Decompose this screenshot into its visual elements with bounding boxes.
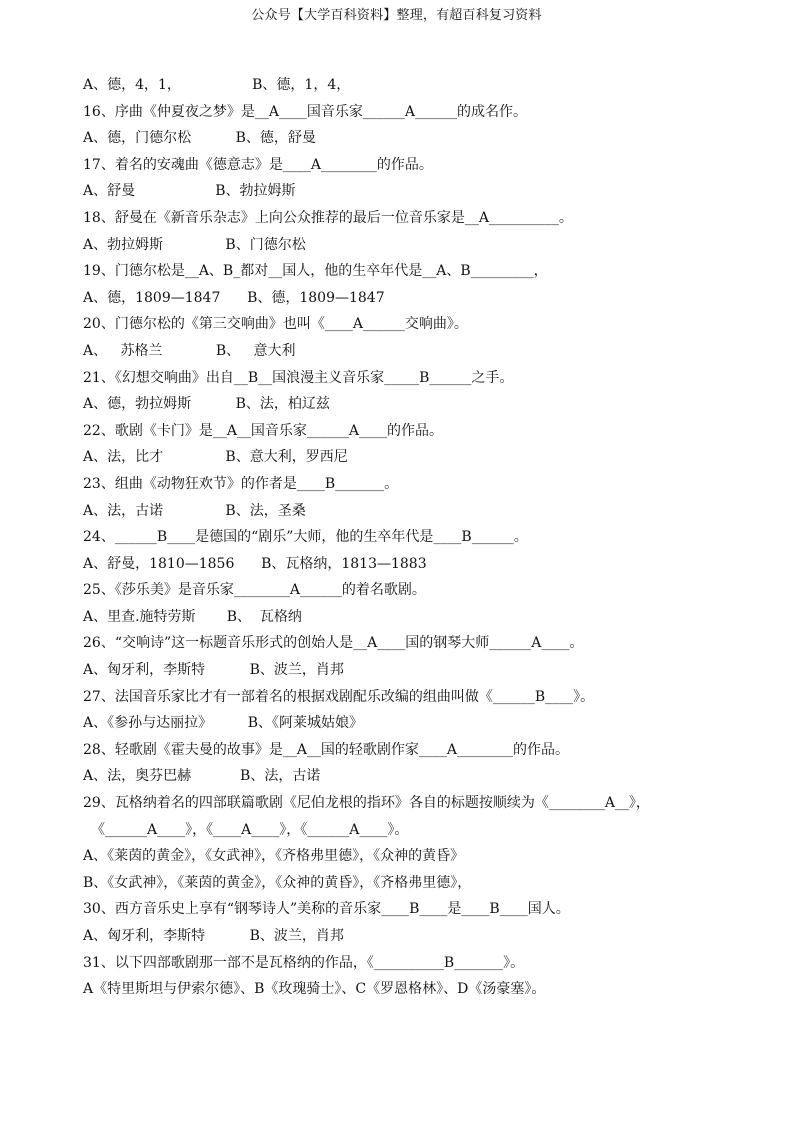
question-30: 30、西方音乐史上享有“钢琴诗人”美称的音乐家____B____是____B____国人。 <box>83 901 570 918</box>
answer-options: A、勃拉姆斯 B、门德尔松 <box>83 236 306 253</box>
question-19: 19、门德尔松是__A、B_都对__国人，他的生卒年代是__A、B_________， <box>83 263 548 280</box>
answer-options: A、法，比才 B、意大利，罗西尼 <box>83 449 348 466</box>
answer-options: A、德，门德尔松 B、德，舒曼 <box>83 130 316 147</box>
answer-options: A、匈牙利，李斯特 B、波兰，肖邦 <box>83 662 344 679</box>
answer-option-a: A、《莱茵的黄金》，《女武神》，《齐格弗里德》，《众神的黄昏》 <box>83 848 465 865</box>
question-21: 21、《幻想交响曲》出自__B__国浪漫主义音乐家_____B______之手。 <box>83 369 514 386</box>
page-header: 公众号【大学百科资料】整理，有超百科复习资料 <box>251 8 542 23</box>
question-list <box>83 72 763 1003</box>
question-29-continued: 《______A____》，《____A____》，《______A____》。 <box>91 821 409 838</box>
answer-option-b: B、《女武神》，《莱茵的黄金》，《众神的黄昏》，《齐格弗里德》， <box>83 874 472 891</box>
question-18: 18、舒曼在《新音乐杂志》上向公众推荐的最后一位音乐家是__A__________。 <box>83 209 573 226</box>
answer-options: A、舒曼，1810—1856 B、瓦格纳，1813—1883 <box>83 555 427 572</box>
question-17: 17、着名的安魂曲《德意志》是____A________的作品。 <box>83 156 433 173</box>
answer-options: A、匈牙利，李斯特 B、波兰，肖邦 <box>83 928 344 944</box>
answer-options: A、德，勃拉姆斯 B、法，柏辽兹 <box>83 396 330 413</box>
question-26: 26、“交响诗”这一标题音乐形式的创始人是__A____国的钢琴大师______A____。 <box>83 635 584 652</box>
question-22: 22、歌剧《卡门》是__A__国音乐家______A____的作品。 <box>83 422 444 439</box>
question-31: 31、以下四部歌剧那一部不是瓦格纳的作品，《__________B_______》。 <box>83 954 525 971</box>
question-16: 16、序曲《仲夏夜之梦》是__A____国音乐家______A______的成名作。 <box>83 103 528 120</box>
answer-options: A、法，古诺 B、法，圣桑 <box>83 502 306 519</box>
answer-options: A《特里斯坦与伊索尔德》、B《玫瑰骑士》、C《罗恩格林》、D《汤豪塞》。 <box>83 981 546 998</box>
answer-options: A、德，1809—1847 B、德，1809—1847 <box>83 289 385 306</box>
question-20: 20、门德尔松的《第三交响曲》也叫《____A______交响曲》。 <box>83 316 468 333</box>
answer-options: A、《参孙与达丽拉》 B、《阿莱城姑娘》 <box>83 715 363 732</box>
question-29: 29、瓦格纳着名的四部联篇歌剧《尼伯龙根的指环》各自的标题按顺续为《________A__》， <box>83 795 650 812</box>
answer-options: A、里查.施特劳斯 B、 瓦格纳 <box>83 608 302 625</box>
question-23: 23、组曲《动物狂欢节》的作者是____B_______。 <box>83 475 399 492</box>
answer-options: A、舒曼 B、勃拉姆斯 <box>83 183 296 200</box>
answer-options: A、德，4，1， B、德，1，4， <box>83 77 351 93</box>
answer-options: A、法，奥芬巴赫 B、法，古诺 <box>83 768 321 785</box>
question-25: 25、《莎乐美》是音乐家________A______的着名歌剧。 <box>83 582 426 599</box>
question-24: 24、______B____是德国的“剧乐”大师，他的生卒年代是____B______。 <box>83 529 528 546</box>
question-28: 28、轻歌剧《霍夫曼的故事》是__A__国的轻歌剧作家____A________的作品。 <box>83 741 570 758</box>
answer-options: A、 苏格兰 B、 意大利 <box>83 342 296 359</box>
question-27: 27、法国音乐家比才有一部着名的根据戏剧配乐改编的组曲叫做《______B____》。 <box>83 688 595 705</box>
